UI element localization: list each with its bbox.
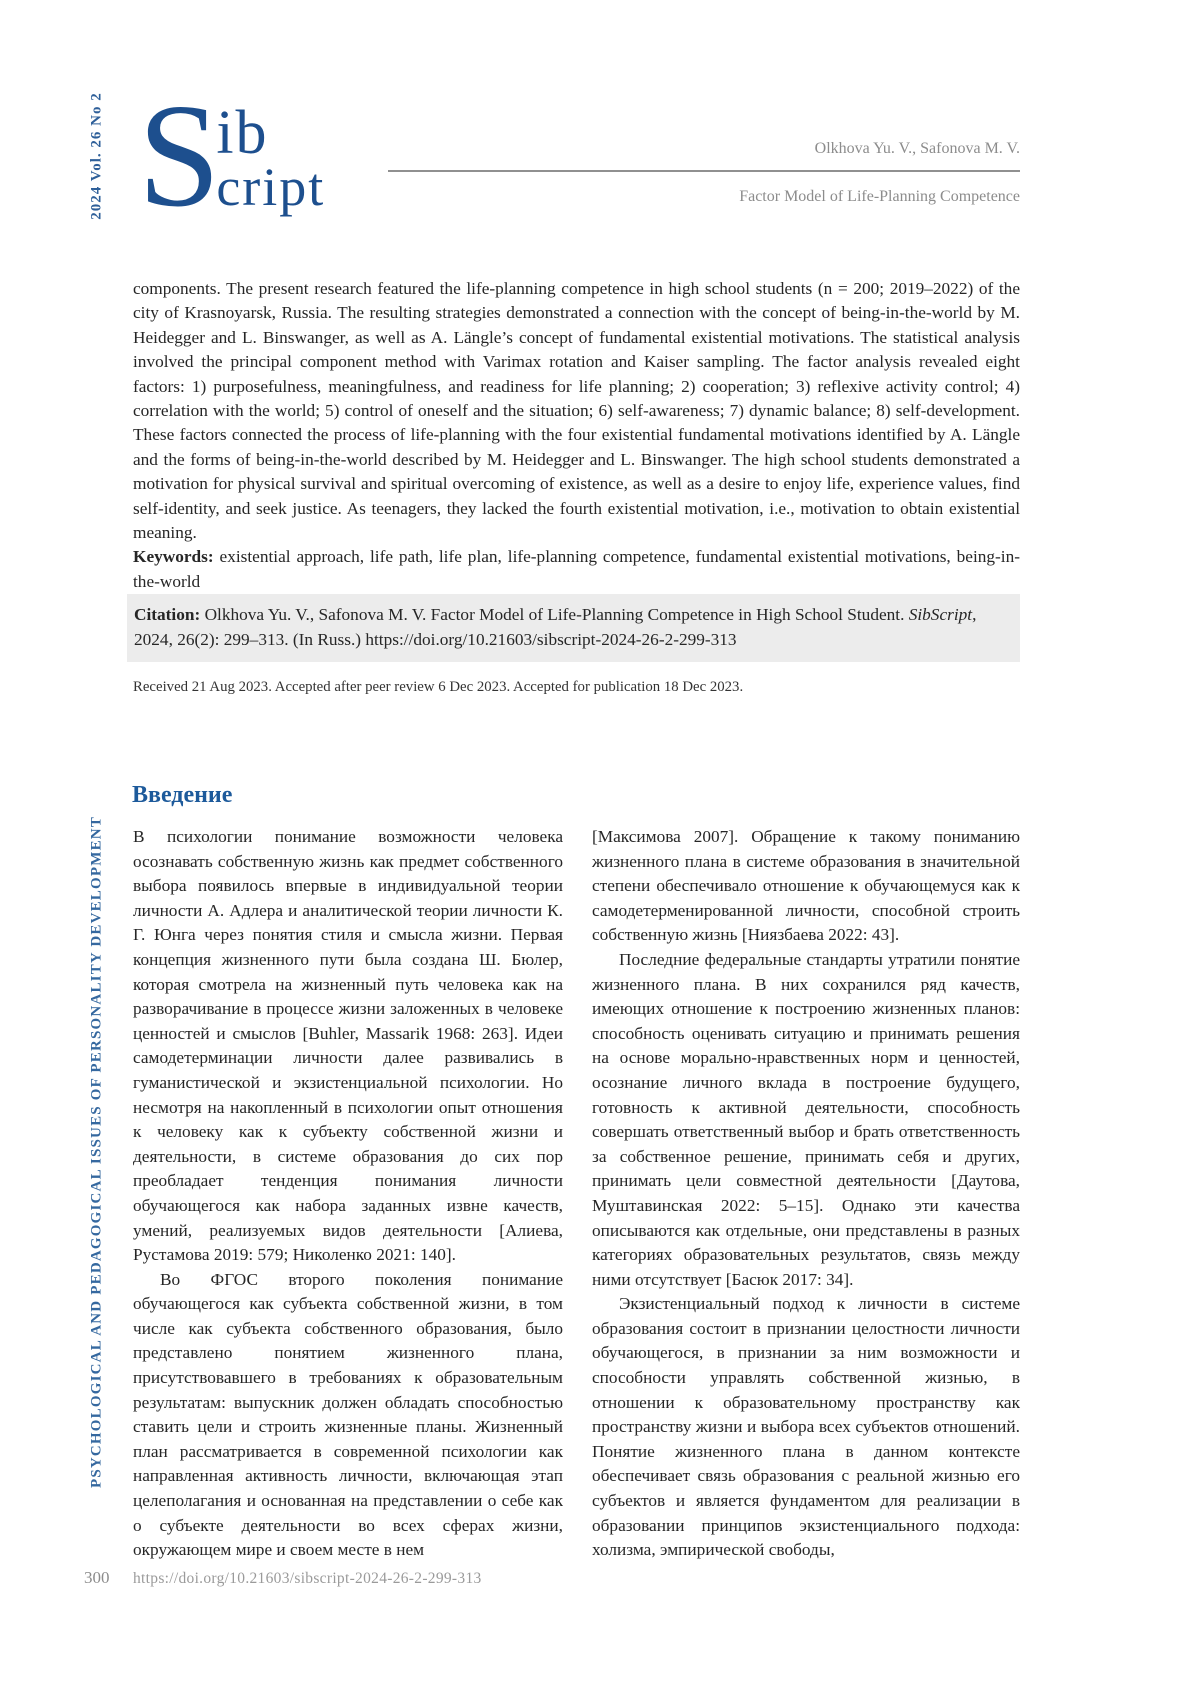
footer-doi-link[interactable]: https://doi.org/10.21603/sibscript-2024-26-2-299-313 [133,1570,482,1587]
journal-section-label: PSYCHOLOGICAL AND PEDAGOGICAL ISSUES OF PERSONALITY DEVELOPMENT [88,815,105,1489]
abstract-text: components. The present research featured the life-planning competence in high school students (n = 200; 2019–2022) of the city of Krasnoyarsk, Russia. The resulting strategies demonstrated a connection with the concept of being-in-the-world by M. Heidegger and L. Binswanger, as well as A. Längle’s concept of fundamental existential motivations. The statistical analysis involved the principal component method with Varimax rotation and Kaiser sampling. The factor analysis revealed eight factors: 1) purposefulness, meaningfulness, and readiness for life planning; 2) cooperation; 3) reflexive activity control; 4) correlation with the world; 5) control of oneself and the situation; 6) self-awareness; 7) dynamic balance; 8) self-development. These factors connected the process of life-planning with the four existential fundamental motivations identified by A. Längle and the forms of being-in-the-world described by M. Heidegger and L. Binswanger. The high school students demonstrated a motivation for physical survival and spiritual overcoming of existence, as well as a desire to enjoy life, experience values, find self-identity, and seek justice. As teenagers, they lacked the fourth existential motivation, i.e., motivation to obtain existential meaning. [133,279,1020,543]
header-divider-line [388,170,1020,172]
keywords-label: Keywords: [133,547,214,567]
intro-left-column [133,825,563,1563]
citation-before: Olkhova Yu. V., Safonova M. V. Factor Model of Life-Planning Competence in High School Student. [200,605,909,624]
citation-box [127,594,1020,662]
intro-right-column [592,825,1020,1563]
paragraph: Экзистенциальный подход к личности в системе образования состоит в признании целостности личности обучающегося, в признании за ним возможности и способности управлять собственной жизнью, в отношении к образовательному пространству как пространству жизни и выбора всех субъектов отношений. Понятие жизненного плана в данном контексте обеспечивает связь образования с реальной жизнью его субъектов и является фундаментом для реализации в образовании принципов экзистенциального подхода: холизма, эмпирической свободы, [592,1294,1020,1560]
logo-text-cript: cript [216,157,326,217]
running-head-authors: Olkhova Yu. V., Safonova M. V. [814,140,1020,157]
section-heading-introduction: Введение [132,782,233,808]
keywords-text: existential approach, life path, life plan, life-planning competence, fundamental existential motivations, being-in-the-world [133,547,1020,591]
sibscript-logo [138,74,326,238]
logo-text-ib: ib [216,99,269,167]
paragraph: В психологии понимание возможности человека осознавать собственную жизнь как предмет собственного выбора появилось впервые в индивидуальной теории личности А. Адлера и аналитической теории личности К. Г. Юнга через понятия стиля и смысла жизни. Первая концепция жизненного пути была создана Ш. Бюлер, которая смотрела на жизненный путь человека как на разворачивание в процессе жизни заложенных в человеке ценностей и смыслов [Buhler, Massarik 1968: 263]. Идеи самодетерминации личности далее развивались в гуманистической и экзистенциальной психологии. Но несмотря на накопленный в психологии опыт отношения к человеку как к субъекту собственной жизни и деятельности, в системе образования до сих пор преобладает тенденция понимания личности обучающегося как набора заданных извне качеств, умений, реализуемых видов деятельности [Алиева, Рустамова 2019: 579; Николенко 2021: 140]. [133,827,563,1265]
logo-text-column [216,88,326,217]
running-head-title: Factor Model of Life-Planning Competence [739,188,1020,205]
citation-after-doi[interactable]: , 2024, 26(2): 299–313. (In Russ.) https://doi.org/10.21603/sibscript-2024-26-2-299-313 [134,605,977,649]
abstract-block [133,277,1020,594]
volume-issue-label: 2024 Vol. 26 No 2 [88,92,105,220]
received-accepted-dates: Received 21 Aug 2023. Accepted after peer review 6 Dec 2023. Accepted for publication 18 Dec 2023. [133,679,744,695]
paragraph: [Максимова 2007]. Обращение к такому пониманию жизненного плана в системе образования в значительной степени обеспечивало отношение к обучающемуся как к самодетерменированной личности, способной строить собственную жизнь [Ниязбаева 2022: 43]. [592,827,1020,945]
keywords-line [133,545,1020,594]
page-number: 300 [84,1568,110,1587]
citation-label: Citation: [134,605,201,624]
citation-journal-name: SibScript [908,605,973,624]
citation-text [134,603,1010,652]
paragraph: Во ФГОС второго поколения понимание обучающегося как субъекта собственной жизни, в том числе как субъекта собственного образования, было представлено понятием жизненного плана, присутствовавшего в требованиях к образовательным результатам: выпускник должен обладать способностью ставить цели и строить жизненные планы. Жизненный план рассматривается в современной психологии как направленная активность личности, включающая этап целеполагания и основанная на представлении о себе как о субъекте деятельности во всех сферах жизни, окружающем мире и своем месте в нем [133,1269,563,1560]
logo-letter-s: S [138,74,221,238]
paragraph: Последние федеральные стандарты утратили понятие жизненного плана. В них сохранился ряд качеств, имеющих отношение к построению жизненных планов: способность оценивать ситуацию и принимать решения на основе морально-нравственных норм и ценностей, осознание личного вклада в построение будущего, готовность к активной деятельности, способность совершать ответственный выбор и брать ответственность за собственное решение, принимать себя и других, принимать цели совместной деятельности [Даутова, Муштавинская 2022: 5–15]. Однако эти качества описываются как отдельные, они представлены в разных категориях образовательных результатов, связь между ними отсутствует [Басюк 2017: 34]. [592,949,1020,1289]
